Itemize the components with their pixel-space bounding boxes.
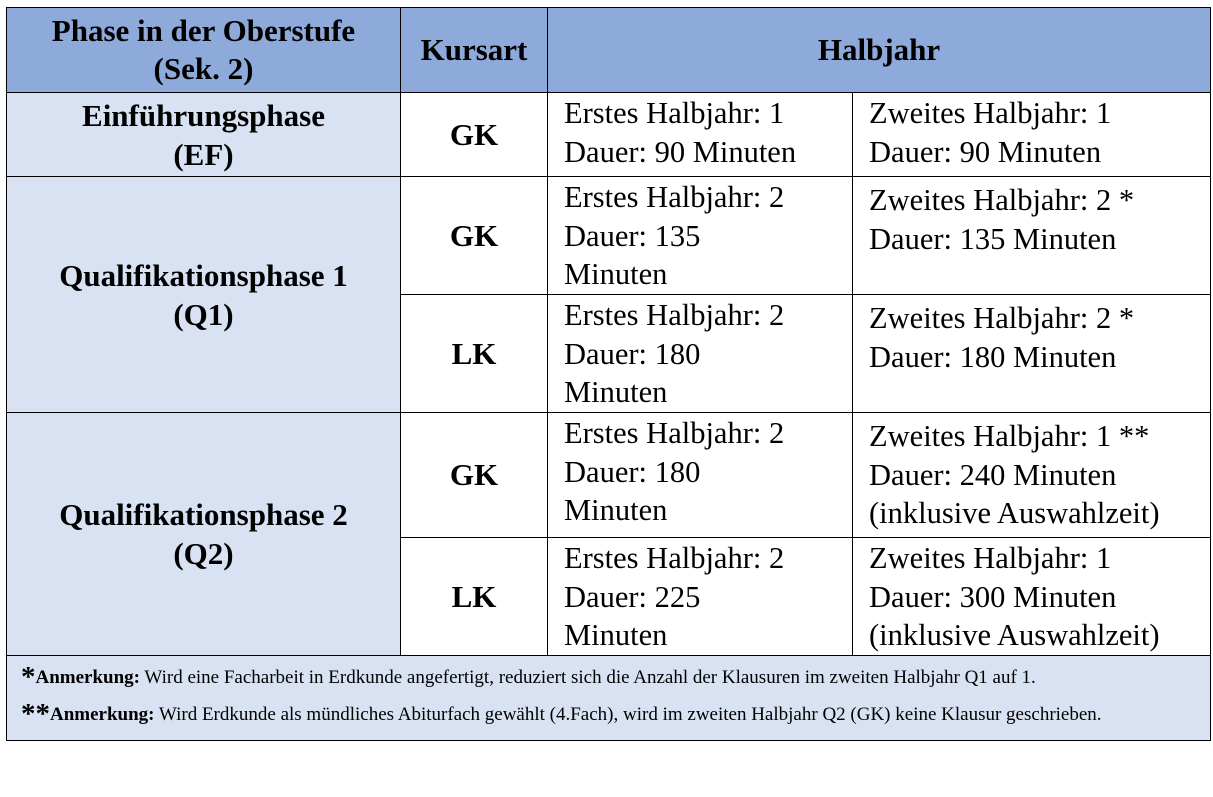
header-row bbox=[7, 8, 1211, 93]
cell-line: Dauer: 135 Minuten bbox=[869, 221, 1117, 256]
kursart-cell: LK bbox=[401, 295, 548, 413]
phase-cell bbox=[7, 413, 401, 656]
kursart-cell: GK bbox=[401, 93, 548, 177]
second-halbjahr-cell bbox=[853, 413, 1211, 538]
note-marker: * bbox=[21, 661, 36, 693]
notes-cell bbox=[7, 656, 1211, 741]
first-halbjahr-cell bbox=[548, 538, 853, 656]
cell-line: Dauer: 300 Minuten bbox=[869, 579, 1117, 614]
cell-line: Minuten bbox=[564, 618, 668, 652]
header-halbjahr: Halbjahr bbox=[548, 8, 1211, 93]
cell-line: Erstes Halbjahr: 2 bbox=[564, 416, 785, 450]
notes-row bbox=[7, 656, 1211, 741]
kursart-cell: LK bbox=[401, 538, 548, 656]
phase-code: (Q2) bbox=[173, 536, 234, 571]
phase-cell bbox=[7, 93, 401, 177]
kursart-cell: GK bbox=[401, 177, 548, 295]
note-text: Wird eine Facharbeit in Erdkunde angefertigt, reduziert sich die Anzahl der Klausuren im zweiten Halbjahr Q1 auf 1. bbox=[140, 667, 1036, 688]
second-halbjahr-cell bbox=[853, 93, 1211, 177]
cell-line: (inklusive Auswahlzeit) bbox=[869, 618, 1160, 652]
cell-line: Minuten bbox=[564, 493, 668, 527]
cell-line: Dauer: 90 Minuten bbox=[869, 134, 1102, 169]
note-marker: ** bbox=[21, 698, 50, 730]
note-text: Wird Erdkunde als mündliches Abiturfach gewählt (4.Fach), wird im zweiten Halbjahr Q2 (GK) keine Klausur geschrieben. bbox=[154, 704, 1102, 725]
second-halbjahr-cell bbox=[853, 177, 1211, 295]
phase-code: (EF) bbox=[173, 136, 234, 172]
cell-line: Dauer: 90 Minuten bbox=[564, 134, 797, 169]
note-double-star bbox=[21, 699, 1202, 730]
first-halbjahr-cell bbox=[548, 413, 853, 538]
cell-line: Zweites Halbjahr: 1 bbox=[869, 96, 1112, 130]
header-phase: Phase in der Oberstufe (Sek. 2) bbox=[7, 8, 401, 93]
second-halbjahr-cell bbox=[853, 295, 1211, 413]
cell-line: Dauer: 180 bbox=[564, 454, 701, 489]
cell-line: (inklusive Auswahlzeit) bbox=[869, 496, 1160, 530]
cell-line: Dauer: 240 Minuten bbox=[869, 457, 1117, 492]
phase-name: Qualifikationsphase 2 bbox=[59, 497, 348, 532]
cell-line: Dauer: 135 bbox=[564, 218, 701, 253]
exam-table bbox=[6, 7, 1211, 741]
header-kursart: Kursart bbox=[401, 8, 548, 93]
first-halbjahr-cell bbox=[548, 295, 853, 413]
note-single-star bbox=[21, 662, 1202, 693]
kursart-cell: GK bbox=[401, 413, 548, 538]
cell-line: Erstes Halbjahr: 2 bbox=[564, 541, 785, 575]
cell-line: Erstes Halbjahr: 1 bbox=[564, 96, 785, 130]
cell-line: Dauer: 180 bbox=[564, 336, 701, 371]
phase-code: (Q1) bbox=[173, 296, 234, 332]
cell-line: Zweites Halbjahr: 2 * bbox=[869, 301, 1135, 335]
table-row bbox=[7, 177, 1211, 295]
cell-line: Zweites Halbjahr: 1 bbox=[869, 541, 1112, 575]
cell-line: Zweites Halbjahr: 2 * bbox=[869, 183, 1135, 217]
cell-line: Minuten bbox=[564, 257, 668, 291]
cell-line: Minuten bbox=[564, 375, 668, 409]
phase-name: Einführungsphase bbox=[82, 97, 325, 133]
first-halbjahr-cell bbox=[548, 177, 853, 295]
second-halbjahr-cell bbox=[853, 538, 1211, 656]
cell-line: Zweites Halbjahr: 1 ** bbox=[869, 419, 1150, 453]
phase-name: Qualifikationsphase 1 bbox=[59, 257, 348, 293]
cell-line: Dauer: 225 bbox=[564, 579, 701, 614]
table-row bbox=[7, 93, 1211, 177]
phase-cell bbox=[7, 177, 401, 413]
cell-line: Dauer: 180 Minuten bbox=[869, 339, 1117, 374]
cell-line: Erstes Halbjahr: 2 bbox=[564, 298, 785, 332]
table-row bbox=[7, 413, 1211, 538]
first-halbjahr-cell bbox=[548, 93, 853, 177]
note-label: Anmerkung: bbox=[35, 667, 141, 688]
cell-line: Erstes Halbjahr: 2 bbox=[564, 180, 785, 214]
note-label: Anmerkung: bbox=[50, 704, 155, 725]
